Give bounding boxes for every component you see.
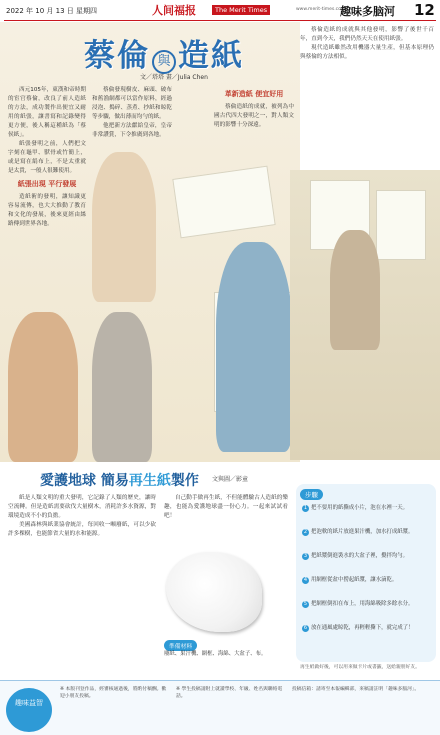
step-text: 把網框倒扣在布上，用海綿吸除多餘水分。 [311,601,414,607]
website-url: www.merit-times.com.tw [296,7,353,12]
feature-column-3 [214,86,294,130]
paragraph: 現代造紙雖然改用機器大量生產，但基本原理仍與蔡倫的方法相似。 [300,45,434,60]
workshop-illustration [290,170,440,460]
feature-title-left: 蔡倫 [84,38,150,74]
page-number: 12 [414,1,435,19]
recycled-paper-title-part: 愛護地球 簡易 [40,473,129,489]
step-number-icon: 2 [303,529,308,535]
cai-lun-figure-illustration [216,242,292,452]
paragraph: 自己動手做再生紙，不但能體驗古人造紙的樂趣，也能為愛護地球盡一份心力。一起來試試看吧！ [164,495,288,519]
paragraph: 他把新方法獻給皇帝，皇帝非常讚賞，下令推廣到各地。 [92,123,172,138]
feature-byline: 文／塔塔 畫／Julia Chen [140,74,208,81]
person-figure-illustration [8,312,78,462]
step-text: 把泡軟的紙片放進果汁機，加水打成紙漿。 [311,529,414,535]
step-item [302,552,432,561]
footer-note: ※ 學生投稿請附上就讀學校、年級、姓名與聯絡電話。 [176,687,283,700]
step-number-icon: 1 [303,505,308,511]
step-text: 用網框從盆中撈起紙漿，讓水滴乾。 [311,577,398,583]
recycled-paper-column-2 [164,494,288,521]
paragraph: 蔡倫造紙的成就與其他發明，影響了後世千百年，直到今天，我們仍然天天在使用紙張。 [300,27,434,42]
recycled-paper-title [40,470,199,490]
footer-note: ※ 本版刊登作品，經審核通過後，將酌付稿酬。歡迎小朋友投稿。 [60,687,167,700]
step-number-icon: 6 [303,625,308,631]
page-header [0,0,440,22]
step-number-icon: 4 [303,577,308,583]
feature-title [84,30,244,75]
recycled-paper-title-part: 製作 [170,473,199,489]
step-text: 把不要用的紙撕成小片，泡在水裡一天。 [311,505,409,511]
photo-caption: 再生紙做好後，可以用來做卡片或書籤，送給親朋好友。 [300,665,420,670]
step-text: 把紙漿倒進裝水的大盆子裡，攪拌均勻。 [311,553,409,559]
footer-note: 投稿信箱：請寄至本報編輯部，來稿請註明「趣味多腦河」。 [292,687,420,692]
person-figure-illustration [92,312,152,462]
paragraph: 美國森林與紙業協會統計，每回收一噸廢紙，可以少砍許多棵樹，也能節省大量的水和能源。 [8,522,156,537]
subheading: 革新造紙 便宜好用 [224,90,284,98]
paper-sheet-illustration [172,166,275,239]
footer-badge: 趣味益智 [6,688,52,732]
materials-heading: 準備材料 [164,640,197,651]
step-item [302,624,432,633]
recycled-paper-column-1 [8,494,156,539]
step-text: 放在通風處晾乾，再輕輕撕下，就完成了！ [311,625,414,631]
step-item [302,528,432,537]
section-name: 趣味多脑河 [340,5,395,18]
paragraph: 紙張發明之前，人們把文字刻在龜甲、獸骨或竹簡上，或是寫在絹布上，不是太重就是太貴，一般人很難使用。 [8,141,86,174]
paragraph: 蔡倫造紙的成就，被列為中國古代四大發明之一，對人類文明的影響十分深遠。 [214,104,294,128]
steps-heading: 步驟 [300,489,323,500]
worker-figure-illustration [330,230,380,350]
feature-title-right: 造紙 [178,38,244,74]
person-figure-illustration [92,152,156,302]
step-item [302,504,432,513]
header-divider [4,20,436,21]
step-number-icon: 3 [303,553,308,559]
paper-sheet-illustration [376,190,426,260]
materials-list: 廢紙、果汁機、網框、海綿、大盆子、布。 [164,651,267,657]
feature-column-1 [8,86,86,229]
paragraph: 西元105年，東漢和帝時期的宦官蔡倫，改良了前人造紙的方法，成功製作出便宜又耐用的紙張，讓書寫和記錄變得更方便，後人稱這種紙為「蔡侯紙」。 [8,87,86,138]
subheading: 紙張出現 平行發展 [17,180,77,188]
step-item [302,576,432,585]
paragraph: 蔡倫發現樹皮、麻頭、破布和舊漁網都可以當作原料，經過浸泡、搗碎、蒸煮、抄紙和晾乾等步驟，做出薄而均勻的紙。 [92,87,172,120]
paragraph: 造紙術的發明，讓知識更容易流傳，也大大推動了教育和文化的發展，後來更經由絲路傳到世界各地。 [8,194,86,227]
recycled-paper-title-highlight: 再生紙 [128,473,171,489]
paragraph: 紙是人類文明的重大發明，它記錄了人類的歷史，讓時空流轉。但是造紙需要砍伐大量樹木，消耗許多水資源，對環境造成不小的負擔。 [8,495,156,519]
newspaper-logo: 人间福报 [152,4,196,17]
feature-title-and: 與 [152,50,176,74]
recycled-paper-photo [166,552,262,632]
newspaper-logo-en: The Merit Times [212,5,270,15]
recycled-paper-byline: 文與圖／影童 [212,476,249,483]
issue-date: 2022 年 10 月 13 日 星期四 [6,7,97,15]
step-number-icon: 5 [303,601,308,607]
step-item [302,600,432,609]
feature-column-right [300,26,434,62]
feature-column-2 [92,86,172,140]
